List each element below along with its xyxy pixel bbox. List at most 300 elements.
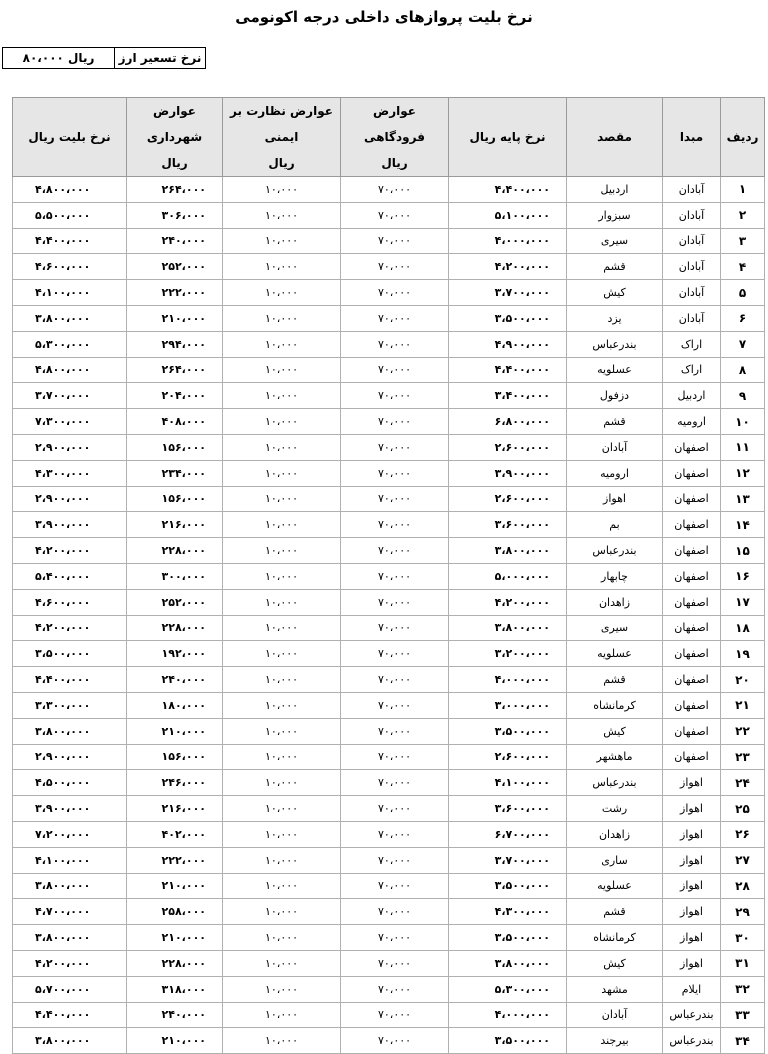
ticket-fare-cell: ۳،۸۰۰،۰۰۰ [13, 718, 127, 744]
row-number-cell: ۱۱ [721, 434, 765, 460]
ticket-fare-cell: ۳،۹۰۰،۰۰۰ [13, 512, 127, 538]
airport-fee-cell: ۷۰،۰۰۰ [341, 692, 449, 718]
municipal-fee-cell: ۲۲۸،۰۰۰ [127, 538, 223, 564]
municipal-fee-cell: ۲۱۰،۰۰۰ [127, 305, 223, 331]
base-fare-cell: ۴،۰۰۰،۰۰۰ [449, 228, 567, 254]
safety-fee-cell: ۱۰،۰۰۰ [223, 409, 341, 435]
row-number-cell: ۱۶ [721, 563, 765, 589]
safety-fee-cell: ۱۰،۰۰۰ [223, 770, 341, 796]
origin-cell: اردبیل [663, 383, 721, 409]
airport-fee-cell: ۷۰،۰۰۰ [341, 718, 449, 744]
base-fare-cell: ۳،۸۰۰،۰۰۰ [449, 950, 567, 976]
municipal-fee-cell: ۲۱۰،۰۰۰ [127, 1028, 223, 1054]
destination-cell: ارومیه [567, 460, 663, 486]
origin-cell: اراک [663, 357, 721, 383]
safety-fee-cell: ۱۰،۰۰۰ [223, 976, 341, 1002]
safety-fee-cell: ۱۰،۰۰۰ [223, 925, 341, 951]
municipal-fee-cell: ۲۹۴،۰۰۰ [127, 331, 223, 357]
row-number-cell: ۱۷ [721, 589, 765, 615]
origin-cell: اهواز [663, 847, 721, 873]
destination-cell: ماهشهر [567, 744, 663, 770]
airport-fee-cell: ۷۰،۰۰۰ [341, 899, 449, 925]
airport-fee-cell: ۷۰،۰۰۰ [341, 641, 449, 667]
airport-fee-cell: ۷۰،۰۰۰ [341, 512, 449, 538]
safety-fee-cell: ۱۰،۰۰۰ [223, 589, 341, 615]
destination-cell: قشم [567, 667, 663, 693]
table-row [13, 357, 765, 383]
municipal-fee-cell: ۲۶۴،۰۰۰ [127, 357, 223, 383]
base-fare-cell: ۳،۵۰۰،۰۰۰ [449, 1028, 567, 1054]
airport-fee-cell: ۷۰،۰۰۰ [341, 925, 449, 951]
origin-cell: اصفهان [663, 667, 721, 693]
base-fare-cell: ۵،۰۰۰،۰۰۰ [449, 563, 567, 589]
airport-fee-cell: ۷۰،۰۰۰ [341, 538, 449, 564]
header-safety-fee: عوارض نظارت بر ایمنی ریال [223, 98, 341, 177]
ticket-fare-cell: ۵،۴۰۰،۰۰۰ [13, 563, 127, 589]
base-fare-cell: ۳،۷۰۰،۰۰۰ [449, 280, 567, 306]
ticket-fare-cell: ۴،۵۰۰،۰۰۰ [13, 770, 127, 796]
origin-cell: اراک [663, 331, 721, 357]
table-row [13, 1028, 765, 1054]
table-row [13, 925, 765, 951]
origin-cell: اصفهان [663, 434, 721, 460]
municipal-fee-cell: ۲۲۸،۰۰۰ [127, 950, 223, 976]
destination-cell: کیش [567, 718, 663, 744]
municipal-fee-cell: ۲۴۰،۰۰۰ [127, 1002, 223, 1028]
municipal-fee-cell: ۲۲۸،۰۰۰ [127, 615, 223, 641]
header-ticket-fare: نرخ بلیت ریال [13, 98, 127, 177]
row-number-cell: ۱۳ [721, 486, 765, 512]
safety-fee-cell: ۱۰،۰۰۰ [223, 538, 341, 564]
ticket-fare-cell: ۵،۵۰۰،۰۰۰ [13, 202, 127, 228]
safety-fee-cell: ۱۰،۰۰۰ [223, 899, 341, 925]
table-row [13, 899, 765, 925]
base-fare-cell: ۳،۴۰۰،۰۰۰ [449, 383, 567, 409]
destination-cell: بندرعباس [567, 331, 663, 357]
origin-cell: اهواز [663, 873, 721, 899]
airport-fee-cell: ۷۰،۰۰۰ [341, 305, 449, 331]
row-number-cell: ۲۹ [721, 899, 765, 925]
airport-fee-cell: ۷۰،۰۰۰ [341, 228, 449, 254]
ticket-fare-cell: ۳،۵۰۰،۰۰۰ [13, 641, 127, 667]
row-number-cell: ۲ [721, 202, 765, 228]
airport-fee-cell: ۷۰،۰۰۰ [341, 383, 449, 409]
table-row [13, 538, 765, 564]
airport-fee-cell: ۷۰،۰۰۰ [341, 331, 449, 357]
safety-fee-cell: ۱۰،۰۰۰ [223, 615, 341, 641]
airport-fee-cell: ۷۰،۰۰۰ [341, 1002, 449, 1028]
municipal-fee-cell: ۴۰۸،۰۰۰ [127, 409, 223, 435]
safety-fee-cell: ۱۰،۰۰۰ [223, 512, 341, 538]
row-number-cell: ۱۹ [721, 641, 765, 667]
table-row [13, 589, 765, 615]
ticket-fare-cell: ۴،۴۰۰،۰۰۰ [13, 1002, 127, 1028]
origin-cell: آبادان [663, 202, 721, 228]
safety-fee-cell: ۱۰،۰۰۰ [223, 202, 341, 228]
origin-cell: آبادان [663, 177, 721, 203]
base-fare-cell: ۲،۶۰۰،۰۰۰ [449, 486, 567, 512]
table-row [13, 950, 765, 976]
safety-fee-cell: ۱۰،۰۰۰ [223, 873, 341, 899]
airport-fee-cell: ۷۰،۰۰۰ [341, 589, 449, 615]
safety-fee-cell: ۱۰،۰۰۰ [223, 1002, 341, 1028]
destination-cell: دزفول [567, 383, 663, 409]
header-destination: مقصد [567, 98, 663, 177]
municipal-fee-cell: ۳۱۸،۰۰۰ [127, 976, 223, 1002]
safety-fee-cell: ۱۰،۰۰۰ [223, 563, 341, 589]
municipal-fee-cell: ۲۱۶،۰۰۰ [127, 796, 223, 822]
table-row [13, 821, 765, 847]
ticket-fare-cell: ۴،۲۰۰،۰۰۰ [13, 615, 127, 641]
municipal-fee-cell: ۲۵۲،۰۰۰ [127, 254, 223, 280]
municipal-fee-cell: ۲۲۲،۰۰۰ [127, 280, 223, 306]
ticket-fare-cell: ۴،۸۰۰،۰۰۰ [13, 177, 127, 203]
row-number-cell: ۲۷ [721, 847, 765, 873]
airport-fee-cell: ۷۰،۰۰۰ [341, 409, 449, 435]
table-row [13, 331, 765, 357]
header-airport-fee: عوارض فرودگاهی ریال [341, 98, 449, 177]
airport-fee-cell: ۷۰،۰۰۰ [341, 563, 449, 589]
municipal-fee-cell: ۲۴۰،۰۰۰ [127, 667, 223, 693]
origin-cell: بندرعباس [663, 1028, 721, 1054]
airport-fee-cell: ۷۰،۰۰۰ [341, 460, 449, 486]
airport-fee-cell: ۷۰،۰۰۰ [341, 177, 449, 203]
table-row [13, 744, 765, 770]
ticket-fare-cell: ۴،۶۰۰،۰۰۰ [13, 254, 127, 280]
origin-cell: اهواز [663, 899, 721, 925]
safety-fee-cell: ۱۰،۰۰۰ [223, 460, 341, 486]
safety-fee-cell: ۱۰،۰۰۰ [223, 821, 341, 847]
base-fare-cell: ۲،۶۰۰،۰۰۰ [449, 434, 567, 460]
base-fare-cell: ۴،۴۰۰،۰۰۰ [449, 177, 567, 203]
origin-cell: اصفهان [663, 460, 721, 486]
safety-fee-cell: ۱۰،۰۰۰ [223, 950, 341, 976]
safety-fee-cell: ۱۰،۰۰۰ [223, 228, 341, 254]
row-number-cell: ۱۰ [721, 409, 765, 435]
origin-cell: بندرعباس [663, 1002, 721, 1028]
airport-fee-cell: ۷۰،۰۰۰ [341, 357, 449, 383]
destination-cell: رشت [567, 796, 663, 822]
origin-cell: اصفهان [663, 563, 721, 589]
origin-cell: اهواز [663, 796, 721, 822]
municipal-fee-cell: ۲۱۰،۰۰۰ [127, 925, 223, 951]
airport-fee-cell: ۷۰،۰۰۰ [341, 950, 449, 976]
table-row [13, 460, 765, 486]
row-number-cell: ۱۲ [721, 460, 765, 486]
airport-fee-cell: ۷۰،۰۰۰ [341, 486, 449, 512]
origin-cell: اصفهان [663, 538, 721, 564]
row-number-cell: ۱۸ [721, 615, 765, 641]
airport-fee-cell: ۷۰،۰۰۰ [341, 1028, 449, 1054]
destination-cell: مشهد [567, 976, 663, 1002]
table-row [13, 615, 765, 641]
destination-cell: بیرجند [567, 1028, 663, 1054]
ticket-fare-cell: ۳،۸۰۰،۰۰۰ [13, 873, 127, 899]
base-fare-cell: ۳،۹۰۰،۰۰۰ [449, 460, 567, 486]
municipal-fee-cell: ۲۱۰،۰۰۰ [127, 718, 223, 744]
airport-fee-cell: ۷۰،۰۰۰ [341, 770, 449, 796]
base-fare-cell: ۶،۷۰۰،۰۰۰ [449, 821, 567, 847]
row-number-cell: ۲۱ [721, 692, 765, 718]
safety-fee-cell: ۱۰،۰۰۰ [223, 434, 341, 460]
table-row [13, 409, 765, 435]
row-number-cell: ۲۳ [721, 744, 765, 770]
safety-fee-cell: ۱۰،۰۰۰ [223, 641, 341, 667]
destination-cell: کیش [567, 280, 663, 306]
destination-cell: زاهدان [567, 589, 663, 615]
destination-cell: قشم [567, 254, 663, 280]
municipal-fee-cell: ۴۰۲،۰۰۰ [127, 821, 223, 847]
destination-cell: عسلویه [567, 873, 663, 899]
table-row [13, 280, 765, 306]
municipal-fee-cell: ۲۳۴،۰۰۰ [127, 460, 223, 486]
base-fare-cell: ۴،۰۰۰،۰۰۰ [449, 1002, 567, 1028]
fares-table [12, 97, 765, 1054]
origin-cell: آبادان [663, 254, 721, 280]
table-header-row [13, 98, 765, 177]
origin-cell: اصفهان [663, 512, 721, 538]
table-row [13, 641, 765, 667]
municipal-fee-cell: ۲۱۰،۰۰۰ [127, 873, 223, 899]
origin-cell: اصفهان [663, 744, 721, 770]
row-number-cell: ۵ [721, 280, 765, 306]
base-fare-cell: ۳،۶۰۰،۰۰۰ [449, 796, 567, 822]
ticket-fare-cell: ۵،۳۰۰،۰۰۰ [13, 331, 127, 357]
base-fare-cell: ۳،۶۰۰،۰۰۰ [449, 512, 567, 538]
airport-fee-cell: ۷۰،۰۰۰ [341, 821, 449, 847]
destination-cell: آبادان [567, 434, 663, 460]
ticket-fare-cell: ۳،۸۰۰،۰۰۰ [13, 925, 127, 951]
table-row [13, 177, 765, 203]
airport-fee-cell: ۷۰،۰۰۰ [341, 615, 449, 641]
base-fare-cell: ۵،۱۰۰،۰۰۰ [449, 202, 567, 228]
table-row [13, 228, 765, 254]
safety-fee-cell: ۱۰،۰۰۰ [223, 486, 341, 512]
row-number-cell: ۲۶ [721, 821, 765, 847]
row-number-cell: ۳۲ [721, 976, 765, 1002]
municipal-fee-cell: ۱۵۶،۰۰۰ [127, 434, 223, 460]
municipal-fee-cell: ۲۶۴،۰۰۰ [127, 177, 223, 203]
base-fare-cell: ۳،۵۰۰،۰۰۰ [449, 873, 567, 899]
table-row [13, 667, 765, 693]
destination-cell: زاهدان [567, 821, 663, 847]
row-number-cell: ۷ [721, 331, 765, 357]
base-fare-cell: ۳،۵۰۰،۰۰۰ [449, 305, 567, 331]
municipal-fee-cell: ۲۵۸،۰۰۰ [127, 899, 223, 925]
row-number-cell: ۳۴ [721, 1028, 765, 1054]
municipal-fee-cell: ۲۵۲،۰۰۰ [127, 589, 223, 615]
table-row [13, 434, 765, 460]
base-fare-cell: ۴،۰۰۰،۰۰۰ [449, 667, 567, 693]
row-number-cell: ۱۴ [721, 512, 765, 538]
table-row [13, 486, 765, 512]
origin-cell: اصفهان [663, 615, 721, 641]
safety-fee-cell: ۱۰،۰۰۰ [223, 280, 341, 306]
row-number-cell: ۳۱ [721, 950, 765, 976]
exchange-rate-label: نرخ تسعیر ارز [114, 48, 205, 68]
table-body [13, 177, 765, 1054]
safety-fee-cell: ۱۰،۰۰۰ [223, 177, 341, 203]
municipal-fee-cell: ۱۵۶،۰۰۰ [127, 486, 223, 512]
origin-cell: اصفهان [663, 589, 721, 615]
municipal-fee-cell: ۲۰۴،۰۰۰ [127, 383, 223, 409]
airport-fee-cell: ۷۰،۰۰۰ [341, 202, 449, 228]
row-number-cell: ۱ [721, 177, 765, 203]
row-number-cell: ۲۴ [721, 770, 765, 796]
base-fare-cell: ۴،۹۰۰،۰۰۰ [449, 331, 567, 357]
ticket-fare-cell: ۴،۲۰۰،۰۰۰ [13, 950, 127, 976]
base-fare-cell: ۴،۱۰۰،۰۰۰ [449, 770, 567, 796]
ticket-fare-cell: ۲،۹۰۰،۰۰۰ [13, 434, 127, 460]
row-number-cell: ۱۵ [721, 538, 765, 564]
ticket-fare-cell: ۴،۶۰۰،۰۰۰ [13, 589, 127, 615]
destination-cell: آبادان [567, 1002, 663, 1028]
destination-cell: کرمانشاه [567, 925, 663, 951]
header-municipal-fee: عوارض شهرداری ریال [127, 98, 223, 177]
base-fare-cell: ۳،۷۰۰،۰۰۰ [449, 847, 567, 873]
page-title: نرخ بلیت پروازهای داخلی درجه اکونومی [235, 8, 533, 26]
base-fare-cell: ۴،۲۰۰،۰۰۰ [449, 254, 567, 280]
base-fare-cell: ۴،۲۰۰،۰۰۰ [449, 589, 567, 615]
table-row [13, 796, 765, 822]
row-number-cell: ۲۲ [721, 718, 765, 744]
destination-cell: بندرعباس [567, 538, 663, 564]
ticket-fare-cell: ۲،۹۰۰،۰۰۰ [13, 744, 127, 770]
ticket-fare-cell: ۴،۳۰۰،۰۰۰ [13, 460, 127, 486]
ticket-fare-cell: ۳،۳۰۰،۰۰۰ [13, 692, 127, 718]
row-number-cell: ۲۵ [721, 796, 765, 822]
ticket-fare-cell: ۳،۸۰۰،۰۰۰ [13, 1028, 127, 1054]
safety-fee-cell: ۱۰،۰۰۰ [223, 744, 341, 770]
destination-cell: سیری [567, 615, 663, 641]
row-number-cell: ۴ [721, 254, 765, 280]
municipal-fee-cell: ۳۰۰،۰۰۰ [127, 563, 223, 589]
table-row [13, 718, 765, 744]
base-fare-cell: ۳،۸۰۰،۰۰۰ [449, 615, 567, 641]
municipal-fee-cell: ۲۴۶،۰۰۰ [127, 770, 223, 796]
municipal-fee-cell: ۲۴۰،۰۰۰ [127, 228, 223, 254]
safety-fee-cell: ۱۰،۰۰۰ [223, 383, 341, 409]
airport-fee-cell: ۷۰،۰۰۰ [341, 847, 449, 873]
origin-cell: اصفهان [663, 718, 721, 744]
municipal-fee-cell: ۲۱۶،۰۰۰ [127, 512, 223, 538]
safety-fee-cell: ۱۰،۰۰۰ [223, 1028, 341, 1054]
base-fare-cell: ۴،۴۰۰،۰۰۰ [449, 357, 567, 383]
airport-fee-cell: ۷۰،۰۰۰ [341, 254, 449, 280]
safety-fee-cell: ۱۰،۰۰۰ [223, 305, 341, 331]
safety-fee-cell: ۱۰،۰۰۰ [223, 692, 341, 718]
table-row [13, 847, 765, 873]
safety-fee-cell: ۱۰،۰۰۰ [223, 796, 341, 822]
base-fare-cell: ۵،۳۰۰،۰۰۰ [449, 976, 567, 1002]
destination-cell: چابهار [567, 563, 663, 589]
origin-cell: آبادان [663, 228, 721, 254]
origin-cell: اهواز [663, 925, 721, 951]
ticket-fare-cell: ۴،۱۰۰،۰۰۰ [13, 280, 127, 306]
airport-fee-cell: ۷۰،۰۰۰ [341, 873, 449, 899]
table-row [13, 1002, 765, 1028]
destination-cell: یزد [567, 305, 663, 331]
header-base-fare: نرخ پایه ریال [449, 98, 567, 177]
table-row [13, 873, 765, 899]
ticket-fare-cell: ۴،۴۰۰،۰۰۰ [13, 228, 127, 254]
destination-cell: کیش [567, 950, 663, 976]
table-row [13, 202, 765, 228]
safety-fee-cell: ۱۰،۰۰۰ [223, 254, 341, 280]
origin-cell: آبادان [663, 305, 721, 331]
ticket-fare-cell: ۴،۲۰۰،۰۰۰ [13, 538, 127, 564]
row-number-cell: ۲۸ [721, 873, 765, 899]
ticket-fare-cell: ۳،۹۰۰،۰۰۰ [13, 796, 127, 822]
base-fare-cell: ۳،۸۰۰،۰۰۰ [449, 538, 567, 564]
row-number-cell: ۹ [721, 383, 765, 409]
origin-cell: آبادان [663, 280, 721, 306]
destination-cell: بم [567, 512, 663, 538]
municipal-fee-cell: ۲۲۲،۰۰۰ [127, 847, 223, 873]
safety-fee-cell: ۱۰،۰۰۰ [223, 331, 341, 357]
destination-cell: قشم [567, 899, 663, 925]
header-origin: مبدا [663, 98, 721, 177]
origin-cell: اهواز [663, 821, 721, 847]
base-fare-cell: ۳،۰۰۰،۰۰۰ [449, 692, 567, 718]
destination-cell: قشم [567, 409, 663, 435]
origin-cell: ارومیه [663, 409, 721, 435]
ticket-fare-cell: ۴،۷۰۰،۰۰۰ [13, 899, 127, 925]
base-fare-cell: ۲،۶۰۰،۰۰۰ [449, 744, 567, 770]
destination-cell: سیری [567, 228, 663, 254]
table-row [13, 254, 765, 280]
ticket-fare-cell: ۵،۷۰۰،۰۰۰ [13, 976, 127, 1002]
destination-cell: عسلویه [567, 357, 663, 383]
origin-cell: اصفهان [663, 486, 721, 512]
table-row [13, 976, 765, 1002]
municipal-fee-cell: ۱۹۲،۰۰۰ [127, 641, 223, 667]
origin-cell: اصفهان [663, 641, 721, 667]
base-fare-cell: ۳،۲۰۰،۰۰۰ [449, 641, 567, 667]
origin-cell: اهواز [663, 770, 721, 796]
municipal-fee-cell: ۱۵۶،۰۰۰ [127, 744, 223, 770]
origin-cell: اصفهان [663, 692, 721, 718]
airport-fee-cell: ۷۰،۰۰۰ [341, 796, 449, 822]
destination-cell: عسلویه [567, 641, 663, 667]
origin-cell: اهواز [663, 950, 721, 976]
safety-fee-cell: ۱۰،۰۰۰ [223, 847, 341, 873]
table-row [13, 770, 765, 796]
airport-fee-cell: ۷۰،۰۰۰ [341, 280, 449, 306]
base-fare-cell: ۳،۵۰۰،۰۰۰ [449, 718, 567, 744]
municipal-fee-cell: ۱۸۰،۰۰۰ [127, 692, 223, 718]
safety-fee-cell: ۱۰،۰۰۰ [223, 667, 341, 693]
airport-fee-cell: ۷۰،۰۰۰ [341, 667, 449, 693]
safety-fee-cell: ۱۰،۰۰۰ [223, 718, 341, 744]
ticket-fare-cell: ۴،۴۰۰،۰۰۰ [13, 667, 127, 693]
ticket-fare-cell: ۴،۸۰۰،۰۰۰ [13, 357, 127, 383]
table-row [13, 563, 765, 589]
destination-cell: کرمانشاه [567, 692, 663, 718]
exchange-rate-box [2, 47, 206, 69]
row-number-cell: ۶ [721, 305, 765, 331]
ticket-fare-cell: ۲،۹۰۰،۰۰۰ [13, 486, 127, 512]
airport-fee-cell: ۷۰،۰۰۰ [341, 744, 449, 770]
destination-cell: سبزوار [567, 202, 663, 228]
airport-fee-cell: ۷۰،۰۰۰ [341, 434, 449, 460]
ticket-fare-cell: ۳،۸۰۰،۰۰۰ [13, 305, 127, 331]
row-number-cell: ۳۰ [721, 925, 765, 951]
table-row [13, 383, 765, 409]
ticket-fare-cell: ۷،۳۰۰،۰۰۰ [13, 409, 127, 435]
safety-fee-cell: ۱۰،۰۰۰ [223, 357, 341, 383]
base-fare-cell: ۴،۳۰۰،۰۰۰ [449, 899, 567, 925]
